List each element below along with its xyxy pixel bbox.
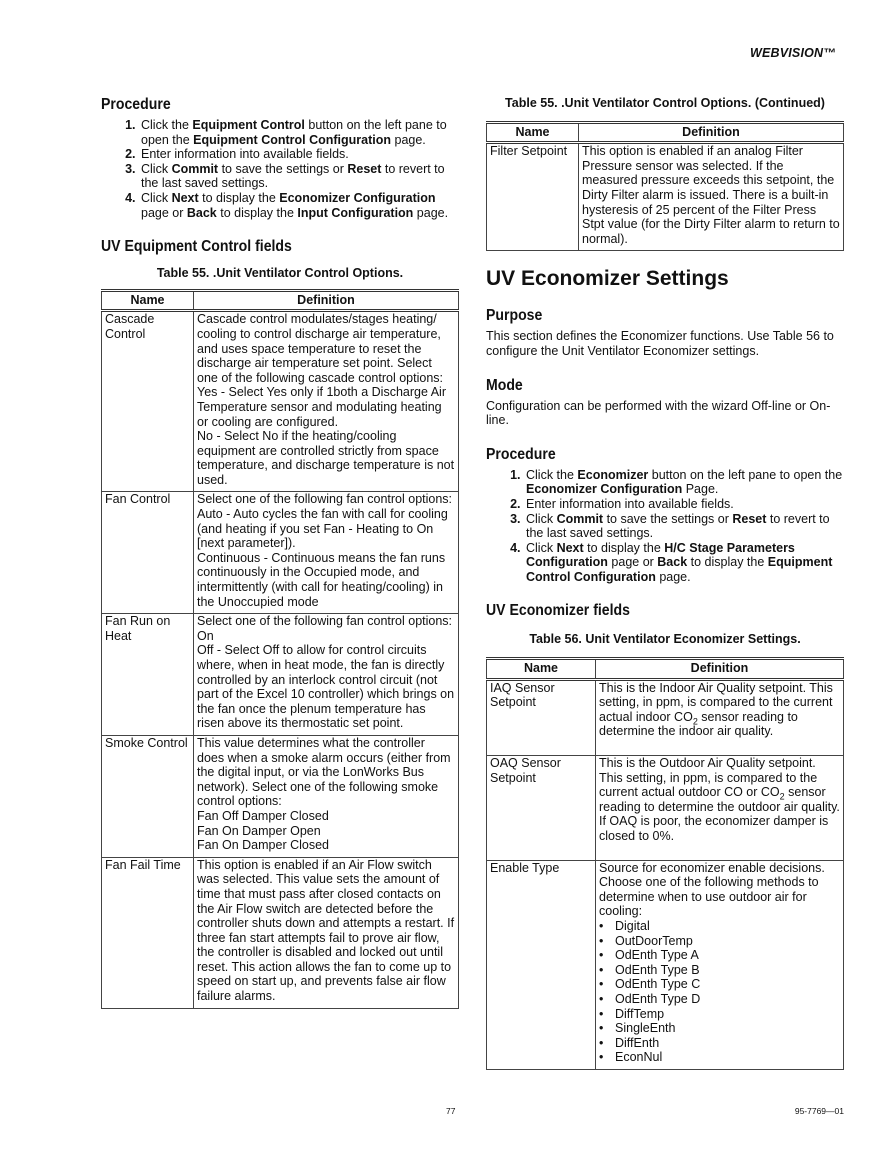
subscript: 2 xyxy=(692,716,698,727)
definition-line: This option is enabled if an Air Flow switch was selected. This value sets the amount of time that must pass after closed contacts on the Air Flow switch are detected before the controller shuts down and attempts a restart. If three fan start attempts fail to prove air flow, the controller is disabled and locked out until reset. This action allows the fan to come up to speed on start up, and prevents false air flow failure alarms. xyxy=(197,857,455,1004)
bold-term: Reset xyxy=(347,161,382,176)
table-row xyxy=(102,492,459,614)
table-row xyxy=(102,311,459,492)
bold-term: Input Configuration xyxy=(297,205,414,220)
definition-line: Off - Select Off to allow for control circuits where, when in heat mode, the fan is directly controlled by an interlock control circuit (not part of the Excel 10 controller) which brings on the fan once the plenum temperature has risen above its thermostatic set point. xyxy=(197,643,455,731)
option-item: • OutDoorTemp xyxy=(615,934,840,949)
bold-term: Equipment Control Configuration xyxy=(526,555,833,584)
step-text: button on the left pane to open the xyxy=(648,467,843,482)
row-name: Smoke Control xyxy=(102,735,194,857)
procedure-steps xyxy=(486,468,844,585)
procedure-heading: Procedure xyxy=(486,445,556,463)
bold-term: Equipment Control xyxy=(192,118,305,132)
table-row xyxy=(487,756,844,861)
option-item: • EconNul xyxy=(615,1050,840,1065)
definition-line: Fan On Damper Open xyxy=(197,823,321,838)
bold-term: Reset xyxy=(732,511,767,526)
procedure-step xyxy=(139,162,459,191)
bold-term: Back xyxy=(657,555,688,570)
step-text: Enter information into available fields. xyxy=(141,147,349,162)
right-column xyxy=(486,96,844,1070)
option-item: • OdEnth Type A xyxy=(615,948,840,963)
step-text: to revert to the last saved settings. xyxy=(526,511,830,541)
definition-text: sensor reading to determine the indoor air quality. xyxy=(599,709,798,739)
bold-term: Economizer xyxy=(577,467,649,482)
definition-text: sensor reading to determine the outdoor air quality. If OAQ is poor, the economizer damper is closed to 0%. xyxy=(599,785,840,843)
table-row xyxy=(102,614,459,736)
definition-line: Source for economizer enable decisions. Choose one of the following methods to determine when to use outdoor air for cooling: xyxy=(599,860,825,919)
row-name: Fan Run on Heat xyxy=(102,614,194,736)
row-name: Cascade Control xyxy=(102,311,194,492)
table-caption: Table 55. .Unit Ventilator Control Options. xyxy=(156,266,404,281)
definition-line: Fan Off Damper Closed xyxy=(197,808,329,823)
definition-line: Continuous - Continuous means the fan runs continuously in the Occupied mode, and intermittently (with call for heating/cooling) in the Unoccupied mode xyxy=(197,550,446,609)
column-header-definition: Definition xyxy=(596,659,844,680)
column-header-definition: Definition xyxy=(579,122,844,143)
row-definition xyxy=(194,492,459,614)
option-item: • Digital xyxy=(615,919,840,934)
step-text: page. xyxy=(655,569,691,584)
row-name: Enable Type xyxy=(487,860,596,1069)
row-name: Fan Fail Time xyxy=(102,857,194,1008)
step-text: to save the settings or xyxy=(603,511,733,526)
option-list xyxy=(599,919,840,1065)
row-definition xyxy=(194,735,459,857)
definition-line: This value determines what the controller does when a smoke alarm occurs (either from the digital input, or via the LonWorks Bus network). Select one of the following smoke control options: xyxy=(197,735,451,809)
purpose-text: This section defines the Economizer functions. Use Table 56 to configure the Unit Ventilator Economizer settings. xyxy=(486,329,834,358)
column-header-name: Name xyxy=(487,659,596,680)
bold-term: Back xyxy=(186,205,217,220)
table-caption-continued: Table 55. .Unit Ventilator Control Options. (Continued) xyxy=(505,96,825,110)
step-text: Click the xyxy=(526,467,578,482)
definition-line: This option is enabled if an analog Filter Pressure sensor was selected. If the measured pressure exceeds this setpoint, the Dirty Filter alarm is issued. There is a built-in hysteresis of 25 percent of the Filter Press Stpt value (for the Dirty Filter alarm to return to normal). xyxy=(582,144,840,246)
row-name: OAQ Sensor Setpoint xyxy=(487,756,596,861)
step-text: page or xyxy=(607,555,658,570)
definition-line: On xyxy=(197,628,214,643)
column-header-definition: Definition xyxy=(194,290,459,311)
bold-term: Economizer Configuration xyxy=(279,190,436,205)
bold-term: Equipment Control Configuration xyxy=(193,132,392,147)
definition-line: Auto - Auto cycles the fan with call for cooling (and heating if you set Fan - Heating to On [next parameter]). xyxy=(197,507,448,551)
row-name: Filter Setpoint xyxy=(487,143,579,251)
document-number: 95-7769—01 xyxy=(794,1106,844,1116)
step-text: Click xyxy=(526,511,557,526)
procedure-step xyxy=(139,147,459,162)
bold-term: Commit xyxy=(171,161,219,176)
step-text: button on the left pane to open the xyxy=(141,118,447,147)
mode-heading: Mode xyxy=(486,376,523,394)
row-definition xyxy=(596,679,844,755)
row-name: IAQ Sensor Setpoint xyxy=(487,679,596,755)
row-definition xyxy=(194,614,459,736)
bold-term: Next xyxy=(171,190,199,205)
row-name: Fan Control xyxy=(102,492,194,614)
definition-line: Yes - Select Yes only if 1both a Discharge Air Temperature sensor and modulating heating or cooling are configured. xyxy=(197,385,446,429)
step-text: page or xyxy=(141,205,187,220)
bold-term: H/C Stage Parameters Configuration xyxy=(526,540,795,570)
step-text: to display the xyxy=(687,555,768,570)
step-text: Click xyxy=(141,161,172,176)
step-text: Click xyxy=(141,190,172,205)
fields-heading: UV Equipment Control fields xyxy=(101,238,292,256)
section-title: UV Economizer Settings xyxy=(486,267,729,291)
purpose-heading: Purpose xyxy=(486,307,543,325)
step-text: to revert to the last saved settings. xyxy=(141,161,445,191)
control-options-table-continued xyxy=(486,121,844,252)
column-header-name: Name xyxy=(487,122,579,143)
bold-term: Next xyxy=(556,540,584,555)
step-text: page. xyxy=(413,205,449,220)
economizer-settings-table xyxy=(486,657,844,1070)
table-row xyxy=(487,679,844,755)
table-caption: Table 56. Unit Ventilator Economizer Settings. xyxy=(529,632,801,647)
definition-line: Select one of the following fan control options: xyxy=(197,492,453,507)
row-definition xyxy=(596,860,844,1069)
procedure-step xyxy=(524,512,844,541)
row-definition xyxy=(194,857,459,1008)
procedure-step xyxy=(524,497,844,512)
step-text: Click xyxy=(526,540,557,555)
definition-line: Select one of the following fan control options: xyxy=(197,614,453,629)
table-row xyxy=(487,860,844,1069)
bold-term: Commit xyxy=(556,511,604,526)
option-item: • DiffEnth xyxy=(615,1036,840,1051)
bold-term: Economizer Configuration xyxy=(526,482,683,497)
option-item: • DiffTemp xyxy=(615,1007,840,1022)
left-column xyxy=(101,96,459,1009)
procedure-step xyxy=(524,541,844,585)
step-text: to display the xyxy=(216,205,298,220)
row-definition xyxy=(194,311,459,492)
procedure-heading: Procedure xyxy=(101,96,171,113)
mode-text: Configuration can be performed with the wizard Off-line or On-line. xyxy=(486,398,831,428)
option-item: • SingleEnth xyxy=(615,1021,840,1036)
table-row xyxy=(102,735,459,857)
subscript: 2 xyxy=(779,791,785,802)
step-text: Click the xyxy=(141,118,193,132)
step-text: to display the xyxy=(198,190,280,205)
definition-line: No - Select No if the heating/cooling equipment are controlled strictly from space temperature, and discharge temperature is not used. xyxy=(197,429,455,487)
fields-heading: UV Economizer fields xyxy=(486,602,630,620)
row-definition xyxy=(596,756,844,861)
procedure-steps xyxy=(101,118,459,220)
step-text: page. xyxy=(391,132,426,147)
control-options-table xyxy=(101,289,459,1009)
step-text: Enter information into available fields. xyxy=(526,496,734,511)
definition-line: Fan On Damper Closed xyxy=(197,838,330,853)
procedure-step xyxy=(524,468,844,497)
table-row xyxy=(487,143,844,251)
step-text: Page. xyxy=(682,482,719,497)
option-item: • OdEnth Type D xyxy=(615,992,840,1007)
step-text: to display the xyxy=(583,540,665,555)
option-item: • OdEnth Type C xyxy=(615,977,840,992)
table-row xyxy=(102,857,459,1008)
column-header-name: Name xyxy=(102,290,194,311)
procedure-step xyxy=(139,191,459,220)
definition-text: This is the Indoor Air Quality setpoint. This setting, in ppm, is compared to the current actual indoor CO xyxy=(599,680,833,724)
definition-text: This is the Outdoor Air Quality setpoint. This setting, in ppm, is compared to the current actual outdoor CO or CO xyxy=(599,756,818,800)
row-definition xyxy=(579,143,844,251)
procedure-step xyxy=(139,118,459,147)
definition-line: Cascade control modulates/stages heating/ cooling to control discharge air temperature, and uses space temperature to reset the discharge air temperature set point. Select one of the following cascade control options: xyxy=(197,312,443,385)
step-text: to save the settings or xyxy=(218,161,348,176)
header-brand: WEBVISION™ xyxy=(749,46,836,60)
option-item: • OdEnth Type B xyxy=(615,963,840,978)
page-number: 77 xyxy=(446,1106,456,1116)
